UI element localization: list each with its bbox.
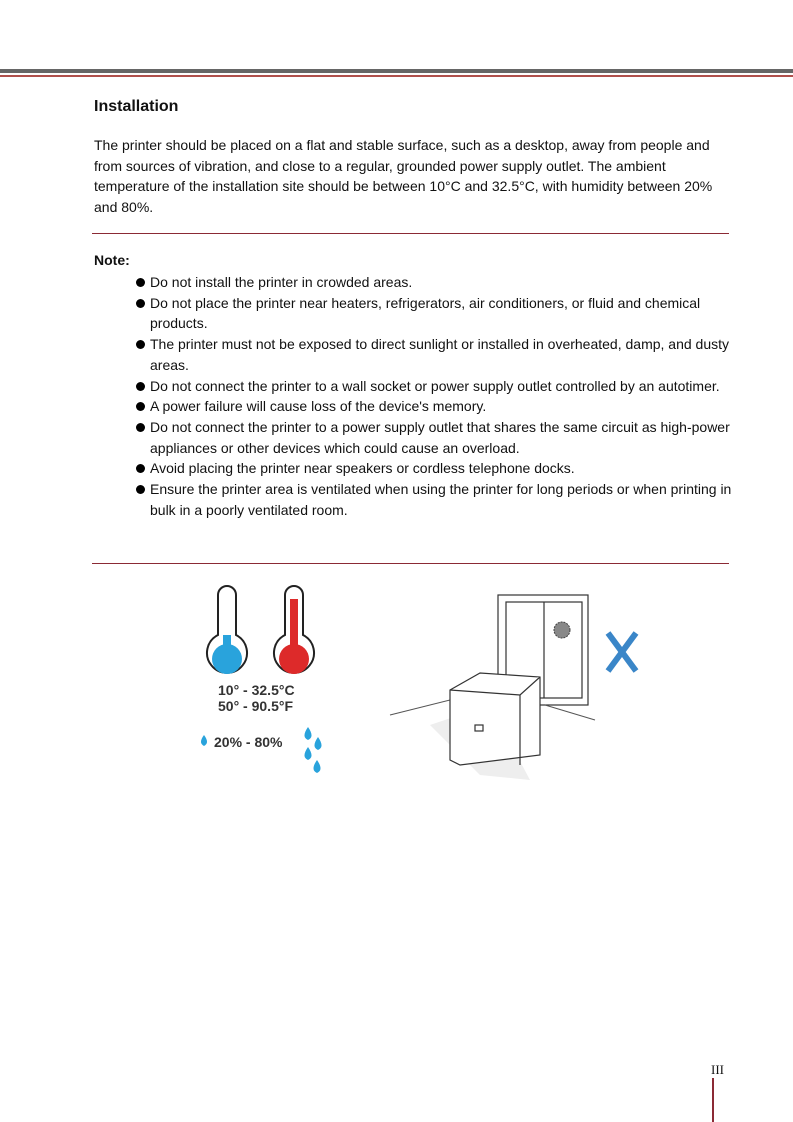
note-list: [136, 272, 736, 520]
list-item: [136, 458, 736, 479]
celsius-range: 10° - 32.5°C: [218, 682, 295, 698]
bullet-icon: [136, 340, 145, 349]
cross-icon: [608, 633, 636, 671]
water-drop-icon: [201, 735, 207, 746]
list-item-text: The printer must not be exposed to direct sunlight or installed in overheated, damp, and dusty areas.: [150, 336, 730, 373]
header-accent-line: [0, 75, 793, 77]
cold-thermometer-icon: [207, 586, 247, 674]
section-heading: Installation: [94, 98, 179, 115]
printer-icon: [450, 673, 540, 765]
bullet-icon: [136, 464, 145, 473]
installation-illustration: [190, 585, 640, 785]
note-label: Note:: [94, 252, 130, 268]
bullet-icon: [136, 485, 145, 494]
list-item: [136, 479, 736, 520]
header-bar: [0, 69, 793, 73]
list-item: [136, 376, 736, 397]
list-item: [136, 272, 736, 293]
footer-line: [712, 1078, 714, 1122]
list-item-text: Avoid placing the printer near speakers or cordless telephone docks.: [150, 460, 575, 477]
hot-thermometer-icon: [274, 586, 314, 674]
list-item-text: Ensure the printer area is ventilated when using the printer for long periods or when printing in bulk in a poorly ventilated room.: [150, 481, 732, 518]
fahrenheit-range: 50° - 90.5°F: [218, 698, 294, 714]
bullet-icon: [136, 299, 145, 308]
intro-paragraph: The printer should be placed on a flat and stable surface, such as a desktop, away from people and from sources of vibration, and close to a regular, grounded power supply outlet. The ambient temperature of the installation site should be between 10°C and 32.5°C, with humidity between 20% and 80%.: [94, 137, 713, 216]
wall-line: [545, 705, 595, 720]
divider: [92, 233, 729, 234]
list-item: [136, 293, 736, 334]
list-item-text: Do not connect the printer to a wall socket or power supply outlet controlled by an autotimer.: [150, 377, 720, 394]
list-item-text: Do not install the printer in crowded areas.: [150, 274, 413, 290]
list-item-text: A power failure will cause loss of the device's memory.: [150, 398, 487, 415]
sun-icon: [554, 622, 570, 638]
list-item-text: Do not place the printer near heaters, refrigerators, air conditioners, or fluid and chemical products.: [150, 294, 701, 332]
list-item: [136, 334, 736, 375]
divider: [92, 563, 729, 564]
list-item-text: Do not connect the printer to a power supply outlet that shares the same circuit as high-power appliances or other devices which could cause an overload.: [150, 418, 730, 456]
bullet-icon: [136, 423, 145, 432]
bullet-icon: [136, 382, 145, 391]
bullet-icon: [136, 278, 145, 287]
page-number: III: [711, 1062, 724, 1077]
bullet-icon: [136, 402, 145, 411]
water-drops-icon: [305, 727, 322, 773]
list-item: [136, 396, 736, 417]
humidity-range: 20% - 80%: [214, 734, 283, 750]
list-item: [136, 417, 736, 458]
